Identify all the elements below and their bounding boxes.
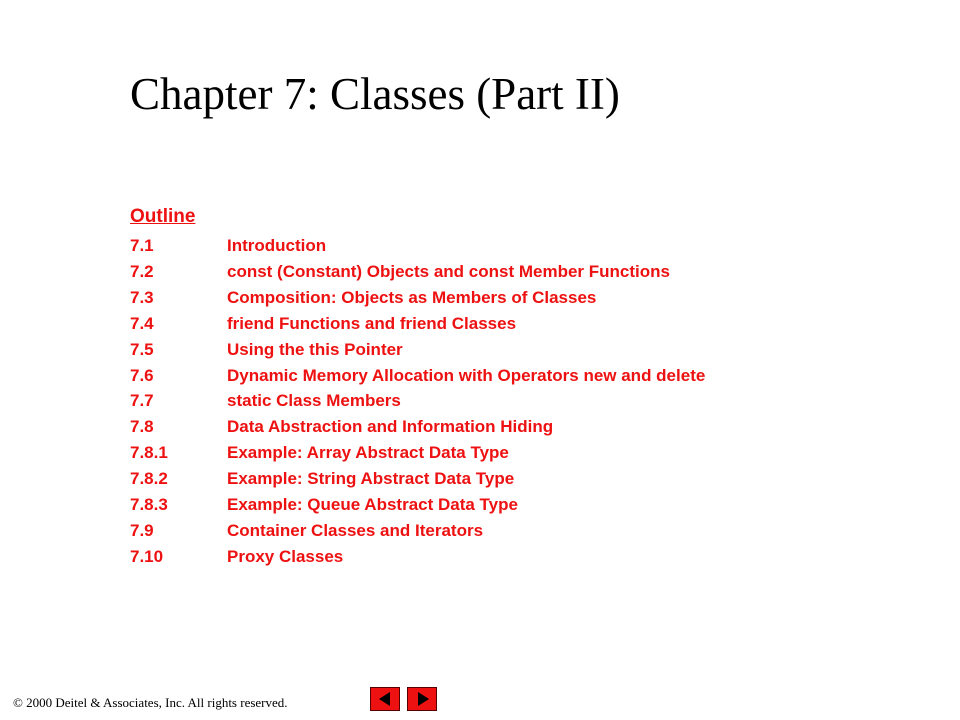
outline-item-number: 7.2	[130, 261, 154, 281]
copyright-footer: © 2000 Deitel & Associates, Inc. All rights reserved.	[13, 695, 288, 710]
outline-heading: Outline	[130, 206, 196, 227]
outline-item	[130, 337, 705, 363]
outline-item-text: Using the this Pointer	[227, 339, 403, 359]
outline-item-number: 7.8.1	[130, 443, 168, 463]
outline-item-number: 7.6	[130, 365, 154, 385]
outline-item-number: 7.8	[130, 417, 154, 437]
outline-item-text: Example: String Abstract Data Type	[227, 469, 515, 489]
outline-item-number: 7.8.2	[130, 469, 168, 489]
outline-item-number: 7.7	[130, 391, 154, 411]
outline-item-text: Data Abstraction and Information Hiding	[227, 417, 554, 437]
outline-item	[130, 492, 705, 518]
outline-item-text: Proxy Classes	[227, 546, 344, 566]
outline-item	[130, 259, 705, 285]
previous-slide-button[interactable]	[370, 687, 400, 711]
outline-item	[130, 363, 705, 389]
previous-slide-arrow-icon	[379, 692, 390, 706]
next-slide-button[interactable]	[407, 687, 437, 711]
outline-item-number: 7.4	[130, 313, 154, 333]
outline-item-text: Introduction	[227, 236, 327, 255]
outline-item-number: 7.9	[130, 520, 154, 540]
outline-item	[130, 285, 705, 311]
outline-item-number: 7.8.3	[130, 495, 168, 515]
outline-item	[130, 311, 705, 337]
outline-item-text: const (Constant) Objects and const Member Functions	[227, 261, 670, 281]
outline-item-text: static Class Members	[227, 391, 401, 411]
outline-item-number: 7.1	[130, 236, 154, 255]
outline-item	[130, 414, 705, 440]
next-slide-arrow-icon	[418, 692, 429, 706]
outline-item-number: 7.5	[130, 339, 154, 359]
outline-item	[130, 518, 705, 544]
outline-item-number: 7.3	[130, 287, 154, 307]
outline-item-text: Composition: Objects as Members of Classes	[227, 287, 597, 307]
outline-item-text: friend Functions and friend Classes	[227, 313, 517, 333]
outline-item-text: Dynamic Memory Allocation with Operators new and delete	[227, 365, 706, 385]
outline	[130, 204, 705, 570]
outline-item-text: Example: Queue Abstract Data Type	[227, 495, 518, 515]
outline-item	[130, 466, 705, 492]
outline-item	[130, 544, 705, 570]
outline-item	[130, 388, 705, 414]
outline-list	[130, 233, 705, 570]
outline-item-number: 7.10	[130, 546, 164, 566]
outline-item-text: Container Classes and Iterators	[227, 520, 484, 540]
slide-title: Chapter 7: Classes (Part II)	[130, 69, 620, 119]
outline-item-text: Example: Array Abstract Data Type	[227, 443, 509, 463]
outline-item	[130, 440, 705, 466]
outline-item	[130, 233, 705, 259]
